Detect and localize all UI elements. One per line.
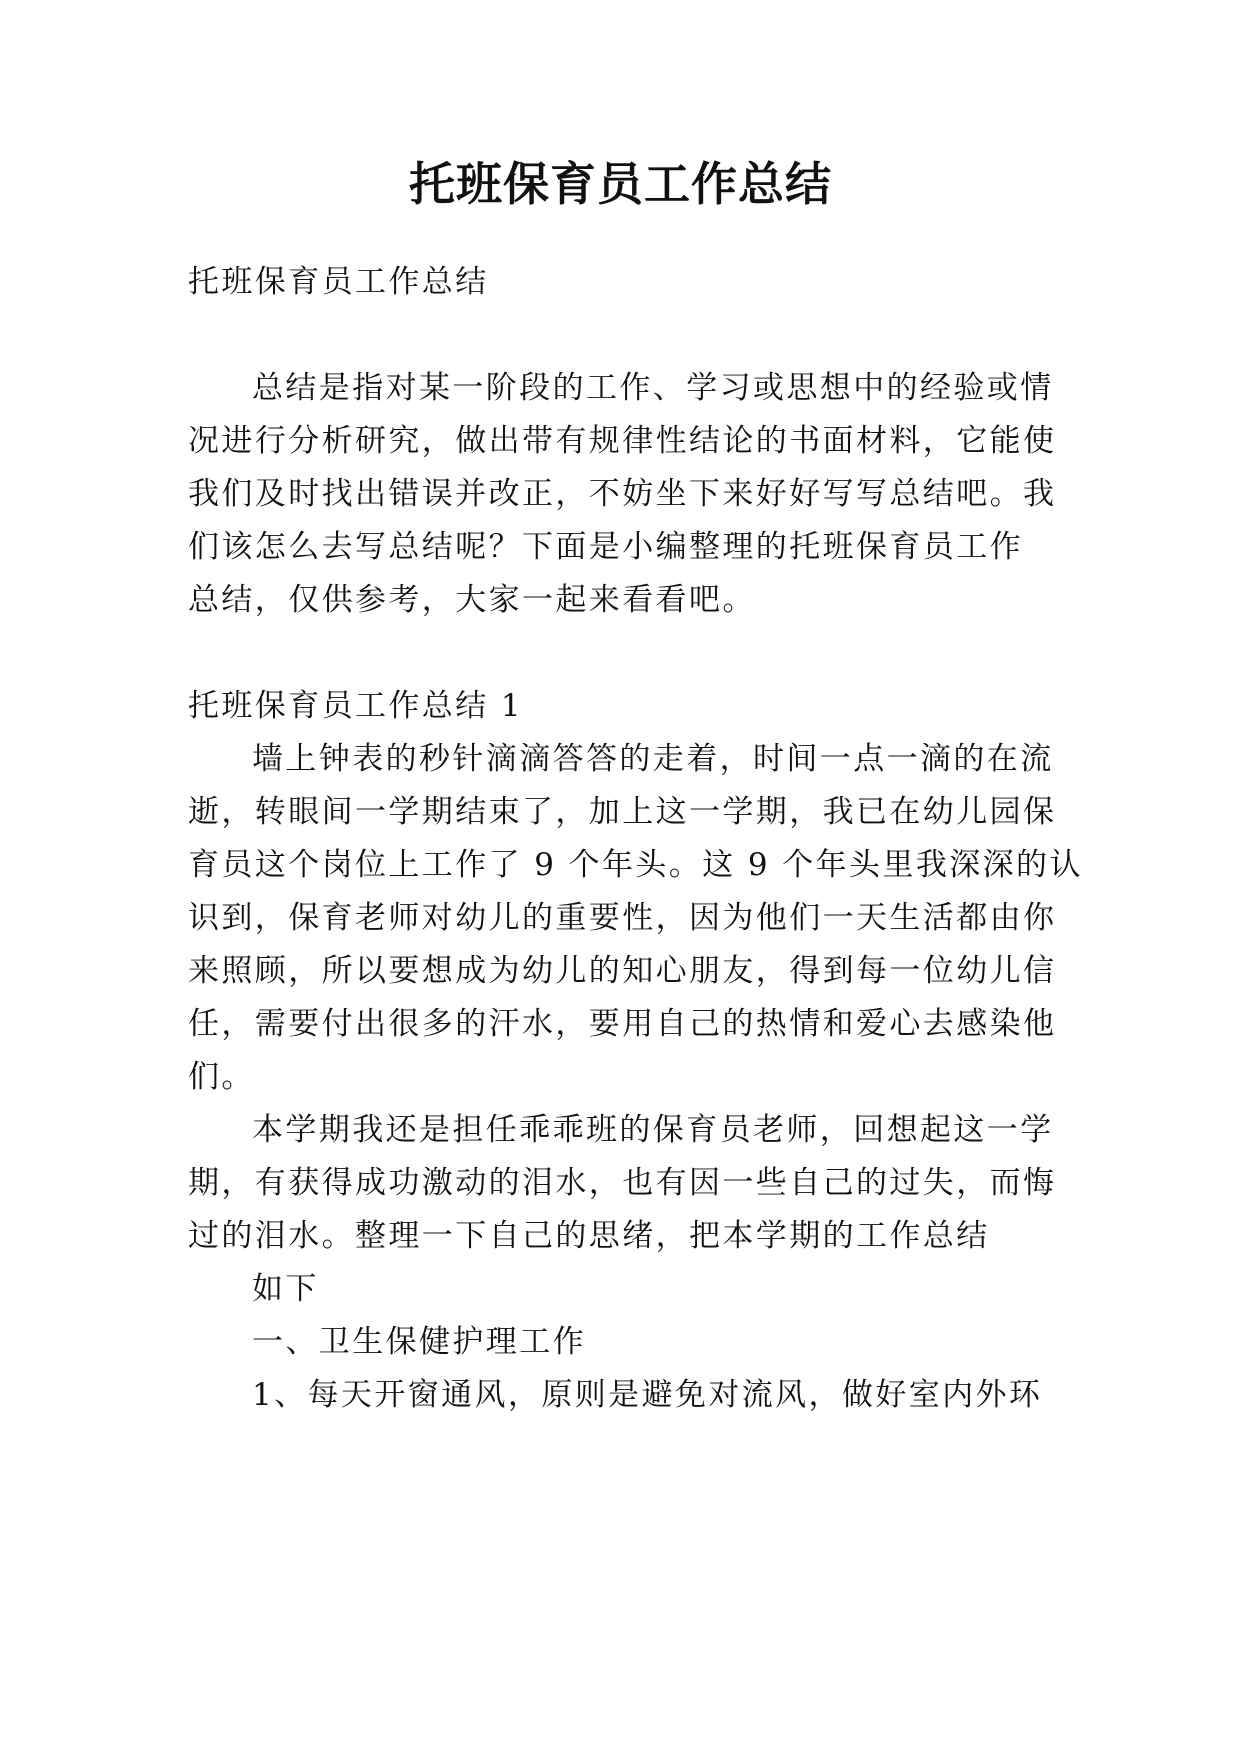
body-line-7: 们。 bbox=[188, 1059, 255, 1095]
intro-line-1: 总结是指对某一阶段的工作、学习或思想中的经验或情 bbox=[252, 370, 1054, 406]
body-line-11: 如下 bbox=[252, 1271, 319, 1307]
intro-line-4: 们该怎么去写总结呢？下面是小编整理的托班保育员工作 bbox=[188, 529, 1023, 565]
body-line-10: 过的泪水。整理一下自己的思绪，把本学期的工作总结 bbox=[188, 1218, 990, 1254]
body-line-5: 来照顾，所以要想成为幼儿的知心朋友，得到每一位幼儿信 bbox=[188, 953, 1057, 989]
section-heading-1: 托班保育员工作总结 1 bbox=[188, 688, 523, 724]
intro-line-3: 我们及时找出错误并改正，不妨坐下来好好写写总结吧。我 bbox=[188, 476, 1057, 512]
intro-line-5: 总结，仅供参考，大家一起来看看吧。 bbox=[188, 582, 756, 618]
body-line-6: 任，需要付出很多的汗水，要用自己的热情和爱心去感染他 bbox=[188, 1006, 1057, 1042]
list-item-1: 1、每天开窗通风，原则是避免对流风，做好室内外环 bbox=[252, 1377, 1043, 1413]
body-line-8: 本学期我还是担任乖乖班的保育员老师，回想起这一学 bbox=[252, 1112, 1054, 1148]
body-line-4: 识到，保育老师对幼儿的重要性，因为他们一天生活都由你 bbox=[188, 900, 1057, 936]
body-line-9: 期，有获得成功激动的泪水，也有因一些自己的过失，而悔 bbox=[188, 1165, 1057, 1201]
body-line-1: 墙上钟表的秒针滴滴答答的走着，时间一点一滴的在流 bbox=[252, 741, 1054, 777]
document-title: 托班保育员工作总结 bbox=[409, 157, 832, 211]
intro-line-2: 况进行分析研究，做出带有规律性结论的书面材料，它能使 bbox=[188, 423, 1057, 459]
subtitle-line: 托班保育员工作总结 bbox=[188, 264, 489, 300]
body-line-2: 逝，转眼间一学期结束了，加上这一学期，我已在幼儿园保 bbox=[188, 794, 1057, 830]
subsection-heading: 一、卫生保健护理工作 bbox=[252, 1324, 586, 1360]
body-line-3: 育员这个岗位上工作了 9 个年头。这 9 个年头里我深深的认 bbox=[188, 847, 1083, 883]
